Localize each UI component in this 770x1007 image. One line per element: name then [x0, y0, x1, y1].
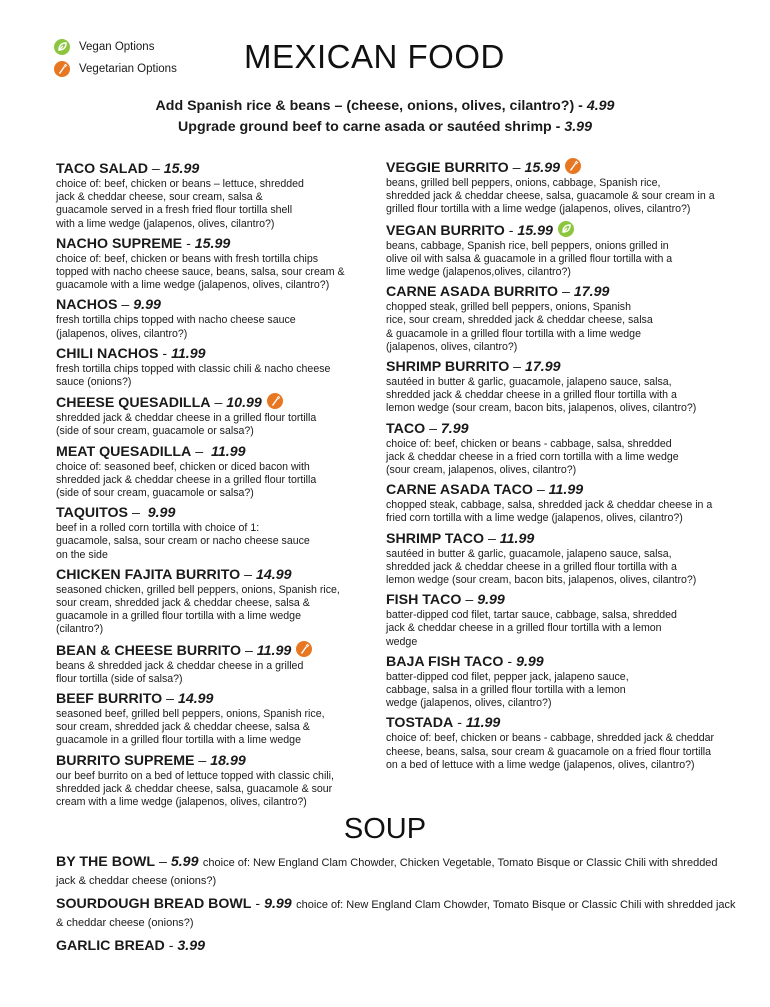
- soup-item: [56, 895, 736, 931]
- description-line: (jalapenos, olives, cilantro?): [386, 340, 518, 353]
- description-line: shredded jack & cheddar cheese in a grilled flour tortilla: [56, 473, 317, 486]
- menu-item-description: [56, 584, 376, 637]
- description-line: on a bed of lettuce with a lime wedge (jalapenos, olives, cilantro?): [386, 758, 695, 771]
- menu-item-price: 18.99: [210, 752, 246, 769]
- description-line: sour cream, shredded jack & cheddar cheese, salsa &: [56, 597, 310, 610]
- soup-item-separator: –: [155, 854, 171, 870]
- menu-item-name: VEGGIE BURRITO: [386, 160, 509, 176]
- description-line: lemon wedge (sour cream, bacon bits, jalapenos, olives, cilantro?): [386, 402, 697, 415]
- description-line: sautéed in butter & garlic, guacamole, jalapeno sauce, salsa,: [386, 376, 672, 389]
- menu-item-separator: -: [503, 653, 517, 670]
- menu-item: [56, 504, 376, 562]
- menu-item: [386, 481, 736, 525]
- soup-item-name: GARLIC BREAD: [56, 938, 165, 954]
- menu-item-title: [56, 393, 376, 412]
- soup-item-price: 9.99: [264, 896, 292, 912]
- menu-item-name: BURRITO SUPREME: [56, 752, 195, 769]
- soup-item-name: SOURDOUGH BREAD BOWL: [56, 896, 252, 912]
- menu-item-name: CHICKEN FAJITA BURRITO: [56, 566, 241, 583]
- menu-item-name: BEAN & CHEESE BURRITO: [56, 642, 241, 659]
- menu-item-separator: –: [532, 482, 549, 499]
- menu-item: [56, 345, 376, 389]
- soup-title: SOUP: [343, 813, 427, 845]
- menu-item-description: [386, 301, 736, 354]
- menu-item-name: TACO: [386, 420, 426, 437]
- legend: [54, 36, 177, 80]
- menu-item-price: 10.99: [226, 395, 262, 412]
- description-line: shredded jack & cheddar cheese in a grilled flour tortilla: [56, 412, 317, 425]
- soup-list: [56, 853, 736, 961]
- menu-column-left: [56, 160, 376, 813]
- menu-item: [56, 566, 376, 637]
- description-line: beans, grilled bell peppers, onions, cabbage, Spanish rice,: [386, 177, 661, 189]
- menu-item-separator: –: [425, 420, 441, 437]
- menu-item: [386, 714, 736, 772]
- menu-item-title: [56, 504, 376, 522]
- menu-item: [386, 420, 736, 478]
- menu-item-price: 7.99: [440, 420, 469, 437]
- menu-item-separator: –: [191, 443, 212, 460]
- soup-item-name: BY THE BOWL: [56, 854, 156, 870]
- menu-item-description: [386, 177, 736, 217]
- menu-item-price: 11.99: [256, 642, 292, 659]
- soup-item-separator: -: [164, 938, 178, 954]
- menu-item-price: 9.99: [133, 297, 161, 314]
- description-line: guacamole, salsa, sour cream or nacho cheese sauce: [56, 535, 310, 548]
- menu-item-name: SHRIMP BURRITO: [386, 359, 510, 376]
- menu-item: [56, 160, 376, 231]
- soup-item-description: choice of: New England Clam Chowder, Chicken Vegetable, Tomato Bisque or Classic Chili with shredded jack & cheddar cheese (onions?): [56, 857, 718, 887]
- menu-item-name: BAJA FISH TACO: [386, 653, 504, 670]
- menu-item-description: [386, 732, 736, 772]
- menu-item-price: 9.99: [516, 653, 544, 670]
- menu-item-separator: –: [240, 566, 256, 583]
- description-line: lime wedge (jalapenos,olives, cilantro?): [386, 266, 571, 279]
- description-line: sautéed in butter & garlic, guacamole, jalapeno sauce, salsa,: [386, 547, 672, 560]
- menu-item: [386, 530, 736, 588]
- description-line: fresh tortilla chips topped with classic chili & nacho cheese: [56, 362, 331, 375]
- menu-item: [56, 393, 376, 438]
- menu-item-name: TACO SALAD: [56, 161, 148, 177]
- menu-item-price: 17.99: [573, 284, 610, 301]
- menu-item-separator: –: [117, 297, 134, 314]
- addon-line: Upgrade ground beef to carne asada or sautéed shrimp - 3.99: [178, 119, 592, 135]
- description-line: cream with a lime wedge (jalapenos, olives, cilantro?): [56, 796, 307, 809]
- menu-item-price: 15.99: [194, 235, 231, 252]
- menu-item-price: 11.99: [171, 345, 206, 362]
- menu-item-title: [56, 235, 376, 253]
- menu-item-price: 15.99: [524, 160, 561, 176]
- menu-item-name: CARNE ASADA TACO: [386, 482, 533, 499]
- description-line: choice of: beef, chicken or beans with fresh tortilla chips: [56, 252, 319, 265]
- carrot-icon: [267, 393, 283, 409]
- menu-item-title: [56, 752, 376, 770]
- description-line: topped with nacho cheese sauce, beans, salsa, sour cream &: [56, 266, 345, 279]
- description-line: on the side: [56, 548, 108, 561]
- description-line: choice of: seasoned beef, chicken or diced bacon with: [56, 460, 310, 473]
- menu-item-separator: –: [484, 530, 500, 547]
- menu-item-separator: –: [241, 642, 257, 659]
- description-line: grilled flour tortilla with a lime wedge (jalapenos, olives, cilantro?): [386, 203, 691, 216]
- description-line: beans, cabbage, Spanish rice, bell peppers, onions grilled in: [386, 239, 669, 252]
- description-line: our beef burrito on a bed of lettuce topped with classic chili,: [56, 769, 334, 782]
- description-line: batter-dipped cod filet, tartar sauce, cabbage, salsa, shredded: [386, 609, 677, 622]
- menu-item-name: NACHO SUPREME: [56, 235, 183, 252]
- description-line: (side of sour cream, guacamole or salsa?): [56, 425, 254, 438]
- soup-item-separator: -: [251, 896, 265, 912]
- description-line: (cilantro?): [56, 623, 104, 636]
- menu-item-name: TOSTADA: [386, 715, 454, 732]
- description-line: flour tortilla (side of salsa?): [56, 672, 183, 685]
- menu-item-name: MEAT QUESADILLA: [56, 443, 192, 460]
- description-line: jack & cheddar cheese in a grilled flour tortilla with a lemon: [386, 622, 662, 635]
- menu-item-name: VEGAN BURRITO: [386, 222, 505, 239]
- description-line: shredded jack & cheddar cheese in a grilled flour tortilla with a: [386, 389, 677, 402]
- menu-item: [56, 690, 376, 748]
- description-line: choice of: beef, chicken or beans - cabbage, shredded jack & cheddar: [386, 732, 715, 745]
- description-line: with a lime wedge (jalapenos, olives, cilantro?): [56, 217, 275, 230]
- soup-item-description: choice of: New England Clam Chowder, Tomato Bisque or Classic Chili with shredded jack & cheddar cheese (onions?): [56, 899, 736, 929]
- menu-item-title: [56, 443, 376, 461]
- menu-item: [56, 296, 376, 340]
- description-line: (side of sour cream, guacamole or salsa?): [56, 487, 254, 500]
- menu-item-description: [386, 548, 736, 588]
- description-line: (sour cream, jalapenos, olives, cilantro?): [386, 464, 577, 477]
- description-line: jack & cheddar cheese, sour cream, salsa &: [56, 191, 263, 204]
- carrot-icon: [296, 641, 312, 657]
- description-line: seasoned chicken, grilled bell peppers, onions, Spanish rice,: [56, 583, 340, 596]
- menu-item: [56, 235, 376, 293]
- menu-item-title: [56, 345, 376, 363]
- addons: [0, 96, 770, 138]
- menu-item-description: [56, 314, 376, 340]
- menu-item: [386, 221, 736, 280]
- menu-item-price: 11.99: [465, 715, 501, 732]
- menu-item-price: 14.99: [177, 691, 214, 708]
- leaf-icon: [558, 221, 574, 237]
- menu-item-description: [386, 240, 736, 280]
- menu-column-right: [386, 158, 736, 776]
- menu-item-title: [386, 653, 736, 671]
- menu-item: [56, 641, 376, 686]
- description-line: shredded jack & cheddar cheese, salsa, guacamole & sour: [56, 782, 333, 795]
- carrot-icon: [54, 61, 70, 77]
- menu-item-name: BEEF BURRITO: [56, 691, 163, 708]
- soup-item-price: 5.99: [170, 854, 199, 870]
- description-line: shredded jack & cheddar cheese, salsa, guacamole & sour cream in a: [386, 190, 715, 203]
- description-line: wedge (jalapenos, olives, cilantro?): [386, 697, 552, 710]
- menu-item: [56, 752, 376, 810]
- description-line: fried corn tortilla with a lime wedge (jalapenos, olives, cilantro?): [386, 512, 683, 525]
- legend-vegetarian-label: Vegetarian Options: [79, 63, 177, 75]
- menu-item-description: [386, 609, 736, 649]
- menu-item-separator: -: [453, 715, 466, 732]
- description-line: chopped steak, cabbage, salsa, shredded jack & cheddar cheese in a: [386, 499, 713, 512]
- soup-item: [56, 853, 736, 889]
- menu-item-title: [386, 283, 736, 301]
- menu-item-price: 14.99: [255, 566, 292, 583]
- menu-item: [386, 653, 736, 711]
- menu-item-price: 9.99: [147, 505, 176, 522]
- carrot-icon: [565, 158, 581, 174]
- menu-item-name: FISH TACO: [386, 592, 462, 609]
- description-line: guacamole served in a fresh fried flour tortilla shell: [56, 204, 293, 217]
- menu-item-name: CARNE ASADA BURRITO: [386, 284, 559, 301]
- description-line: & guacamole in a grilled flour tortilla with a lime wedge: [386, 327, 641, 340]
- menu-item-title: [386, 530, 736, 548]
- menu-item-price: 9.99: [477, 592, 505, 609]
- menu-item-title: [386, 714, 736, 732]
- menu-item: [386, 358, 736, 416]
- description-line: jack & cheddar cheese in a fried corn tortilla with a lime wedge: [386, 450, 679, 463]
- menu-item-name: CHEESE QUESADILLA: [56, 395, 211, 412]
- menu-item-description: [56, 461, 376, 501]
- description-line: batter-dipped cod filet, pepper jack, jalapeno sauce,: [386, 670, 629, 683]
- menu-item-title: [56, 566, 376, 584]
- menu-item-separator: –: [147, 161, 164, 177]
- menu-item: [386, 283, 736, 354]
- menu-item-description: [56, 363, 376, 389]
- menu-item: [386, 158, 736, 217]
- menu-item-price: 11.99: [211, 443, 246, 460]
- description-line: fresh tortilla chips topped with nacho cheese sauce: [56, 314, 296, 327]
- description-line: lemon wedge (sour cream, bacon bits, jalapenos, olives, cilantro?): [386, 574, 697, 587]
- menu-item-title: [386, 358, 736, 376]
- menu-item-price: 11.99: [548, 482, 584, 499]
- legend-vegan: [54, 36, 177, 58]
- menu-item-description: [56, 770, 376, 810]
- menu-item-separator: –: [194, 752, 211, 769]
- menu-item-description: [56, 178, 376, 231]
- menu-item-title: [386, 420, 736, 438]
- soup-item: [56, 937, 736, 955]
- menu-item-description: [56, 522, 376, 562]
- menu-item-title: [386, 591, 736, 609]
- menu-item-description: [56, 660, 376, 686]
- menu-item-description: [386, 438, 736, 478]
- description-line: sour cream, shredded jack & cheddar cheese, salsa &: [56, 721, 310, 734]
- menu-item-title: [56, 160, 376, 178]
- description-line: guacamole in a grilled flour tortilla with a lime wedge: [56, 610, 301, 623]
- menu-item-title: [386, 158, 736, 177]
- menu-item-separator: –: [128, 505, 148, 522]
- addon-line: Add Spanish rice & beans – (cheese, onions, olives, cilantro?) - 4.99: [155, 98, 615, 114]
- menu-item-name: CHILI NACHOS: [56, 345, 159, 362]
- menu-item-description: [386, 376, 736, 416]
- menu-item-title: [56, 296, 376, 314]
- description-line: olive oil with salsa & guacamole in a grilled flour tortilla with a: [386, 252, 673, 265]
- menu-item: [56, 443, 376, 501]
- menu-item-price: 11.99: [499, 530, 535, 547]
- menu-item-name: TAQUITOS: [56, 505, 128, 522]
- menu-item-separator: –: [162, 691, 178, 708]
- description-line: cheese, beans, salsa, sour cream & guacamole on a fried flour tortilla: [386, 745, 712, 758]
- menu-item: [386, 591, 736, 649]
- menu-item-name: NACHOS: [56, 297, 118, 314]
- description-line: sauce (onions?): [56, 376, 132, 389]
- description-line: guacamole with a lime wedge (jalapenos, olives, cilantro?): [56, 279, 330, 292]
- menu-item-title: [56, 641, 376, 660]
- menu-item-separator: –: [558, 284, 574, 301]
- description-line: rice, sour cream, shredded jack & cheddar cheese, salsa: [386, 314, 653, 327]
- menu-item-description: [56, 412, 376, 438]
- menu-item-separator: -: [182, 235, 195, 252]
- menu-item-separator: –: [509, 359, 526, 376]
- menu-item-separator: –: [461, 592, 478, 609]
- menu-item-separator: –: [508, 160, 525, 176]
- description-line: chopped steak, grilled bell peppers, onions, Spanish: [386, 301, 631, 314]
- description-line: beef in a rolled corn tortilla with choice of 1:: [56, 522, 260, 535]
- description-line: guacamole in a grilled flour tortilla with a lime wedge: [56, 734, 301, 747]
- menu-item-separator: -: [504, 222, 518, 239]
- description-line: seasoned beef, grilled bell peppers, onions, Spanish rice,: [56, 708, 325, 721]
- menu-item-title: [386, 481, 736, 499]
- description-line: shredded jack & cheddar cheese in a grilled flour tortilla with a: [386, 560, 677, 573]
- menu-item-price: 17.99: [525, 359, 561, 376]
- menu-item-description: [56, 253, 376, 293]
- legend-vegan-label: Vegan Options: [79, 41, 155, 53]
- menu-item-description: [56, 708, 376, 748]
- page-title: MEXICAN FOOD: [244, 38, 505, 75]
- menu-item-title: [56, 690, 376, 708]
- menu-item-name: SHRIMP TACO: [386, 530, 485, 547]
- menu-item-separator: –: [210, 395, 227, 412]
- soup-item-price: 3.99: [177, 938, 206, 954]
- menu-item-price: 15.99: [163, 161, 200, 177]
- menu-item-price: 15.99: [517, 222, 553, 239]
- menu-item-title: [386, 221, 736, 240]
- menu-item-description: [386, 499, 736, 525]
- description-line: choice of: beef, chicken or beans – lettuce, shredded: [56, 178, 304, 190]
- description-line: (jalapenos, olives, cilantro?): [56, 327, 188, 340]
- leaf-icon: [54, 39, 70, 55]
- menu-item-description: [386, 671, 736, 711]
- description-line: wedge: [386, 635, 418, 648]
- description-line: beans & shredded jack & cheddar cheese in a grilled: [56, 659, 304, 672]
- description-line: choice of: beef, chicken or beans - cabbage, salsa, shredded: [386, 437, 672, 450]
- description-line: cabbage, salsa in a grilled flour tortilla with a lemon: [386, 684, 626, 697]
- legend-vegetarian: [54, 58, 177, 80]
- menu-item-separator: -: [158, 345, 172, 362]
